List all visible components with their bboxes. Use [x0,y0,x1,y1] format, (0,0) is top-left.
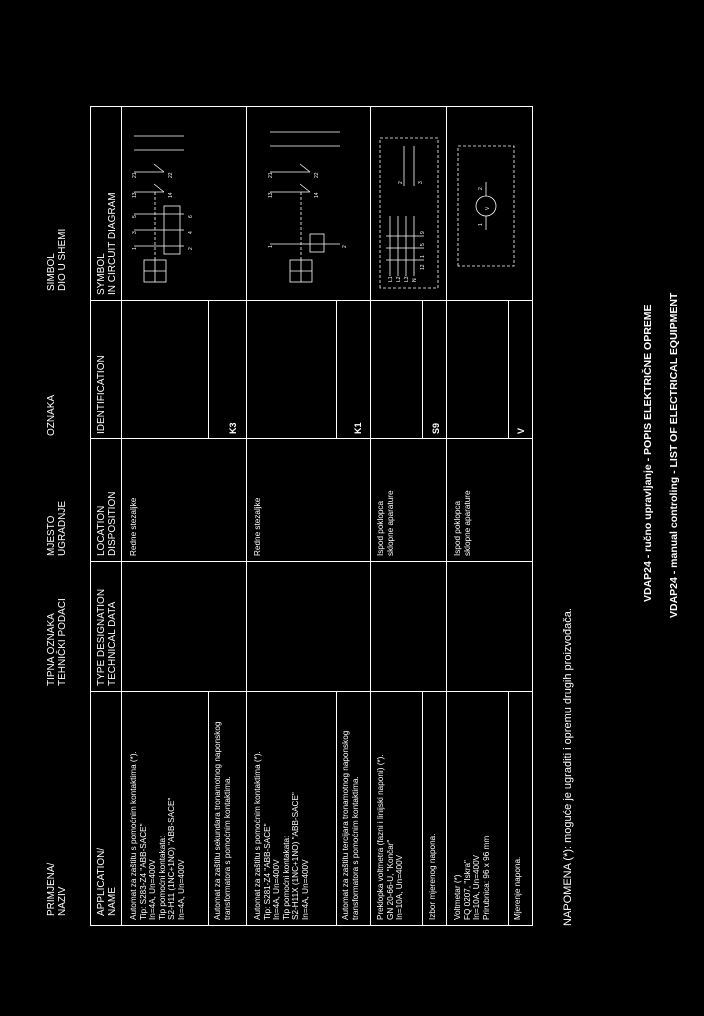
s9-label-n: N [412,278,418,282]
row3-location: Redne stezaljke [253,497,262,556]
footer-title-en: VDAP24 - manual controling - LIST OF ELECTRICAL EQUIPMENT [668,292,680,618]
k1-terminal-14: 14 [314,192,320,198]
s9-terminal-5: 5 [420,243,426,246]
row1-description: Automat za zaštitu s pomoćnim kontaktima (*). Tip: S283-Z4 "ABB-SACE" In=4A, Un=400V Tip pomoćni kontakata: S2-H11 (1NC+1NO) "ABB-SACE" In=4A, Un=400V [129,751,186,920]
k1-breaker-symbol [250,108,368,296]
header-top-type: TIPNA OZNAKA TEHNIČKI PODACI [46,598,68,686]
k3-terminal-2: 2 [188,247,194,250]
row6-description: Izbor mjerenog napona. [428,833,437,920]
k3-terminal-3: 3 [132,231,138,234]
row2-description: Automat za zaštitu sekundara tronamotnog naponskog transformatora s pomoćnim kontaktima. [213,721,232,920]
s9-label-l1: L1 [388,276,394,282]
header-top-symbol: SIMBOL DIO U SHEMI [46,228,68,291]
header-type-designation: TYPE DESIGNATION TECHNICAL DATA [96,588,118,686]
k3-terminal-5: 5 [132,215,138,218]
k1-terminal-1: 1 [268,245,274,248]
k3-terminal-14: 14 [168,192,174,198]
voltmeter-terminal-1: 1 [478,223,484,226]
header-identification: IDENTIFICATION [96,355,107,434]
s9-terminal-9: 9 [420,231,426,234]
row8-description: Mjerenje napona. [513,856,522,920]
k3-breaker-symbol [124,108,244,296]
k1-terminal-22: 22 [314,172,320,178]
row7-location: Ispod poklopca sklopne aparature [453,490,472,556]
header-symbol: SYMBOL IN CIRCUIT DIAGRAM [96,192,118,295]
s9-terminal-12: 12 [420,264,426,270]
k1-terminal-13: 13 [268,192,274,198]
k3-terminal-22: 22 [168,172,174,178]
k3-terminal-1: 1 [132,247,138,250]
s9-label-l3: L3 [404,276,410,282]
header-location: LOCATION DISPOSITION [96,491,118,556]
k3-terminal-6: 6 [188,215,194,218]
row7-description: Voltmetar (*) FQ 0207, "Iskra" In=10A, Un=400V Prirubnica: 96 x 96 mm [453,835,491,920]
voltmeter-symbol [450,108,530,296]
s9-terminal-1: 1 [420,255,426,258]
s9-label-l2: L2 [396,276,402,282]
header-top-name: PRIMJENA/ NAZIV [46,862,68,916]
footer-title-hr: VDAP24 - ručno upravljanje - POPIS ELEKTRIČNE OPREME [642,304,654,602]
row4-identification: K1 [353,422,363,434]
row8-identification: V [516,427,526,434]
row5-description: Preklopka voltmetra (fazni i linijski naponi) (*). GN 20-66-U, "Končar" In=10A, Un=400V [376,754,405,920]
voltmeter-label: V [485,206,491,210]
s9-terminal-3: 3 [418,181,424,184]
row3-description: Automat za zaštitu s pomoćnim kontaktima (*). Tip: S281-Z4 "ABB-SACE" In=4A, Un=400V Tip pomoćni kontakata: S2-H11X (1NC+1NO) "ABB-SACE" In=4A, Un=400V [253,751,310,920]
header-top-location: MJESTO UGRADNJE [46,500,68,556]
row5-location: Ispod poklopca sklopne aparature [376,490,395,556]
k3-terminal-21: 21 [132,172,138,178]
header-top-identification: OZNAKA [46,394,57,436]
s9-terminal-2: 2 [398,181,404,184]
k1-terminal-21: 21 [268,172,274,178]
header-application: APPLICATION/ NAME [96,847,118,916]
row2-identification: K3 [228,422,238,434]
s9-switch-symbol [374,108,444,296]
row6-identification: S9 [431,422,441,434]
note-text: NAPOMENA (*): moguće je ugraditi i opremu drugih proizvođača. [562,608,574,926]
row1-location: Redne stezaljke [129,497,138,556]
k3-terminal-13: 13 [132,192,138,198]
row4-description: Automat za zaštitu tercijara tronamotnog naponskog transformatora s pomoćnim kontaktima. [341,730,360,920]
voltmeter-terminal-2: 2 [478,187,484,190]
k3-terminal-4: 4 [188,231,194,234]
k1-terminal-2: 2 [342,245,348,248]
